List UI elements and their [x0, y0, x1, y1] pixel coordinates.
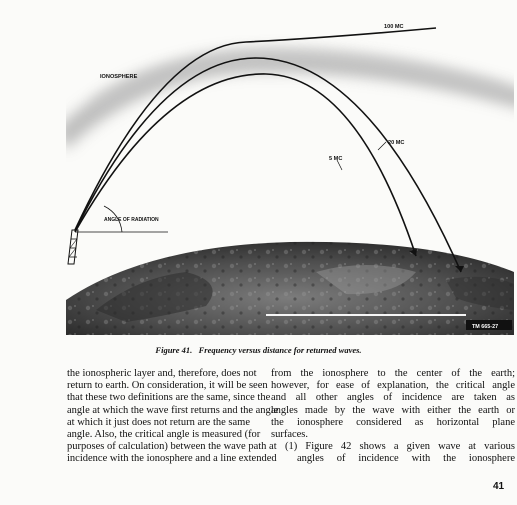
figure-caption-text: Frequency versus distance for returned waves. [198, 345, 362, 355]
label-20-mc: 20 MC [388, 140, 405, 146]
figure-caption [0, 345, 517, 355]
text-line: incidence with the ionosphere and a line extended [67, 453, 277, 465]
label-100-mc: 100 MC [384, 24, 404, 30]
text-line: angles made by the wave with either the earth or [271, 404, 515, 416]
text-line: (1) Figure 42 shows a given wave at various [285, 441, 515, 453]
body-column-left [67, 368, 279, 466]
ionosphere-label: IONOSPHERE [100, 74, 138, 80]
text-line: purposes of calculation) between the wave path at [67, 441, 277, 453]
page-number: 41 [493, 481, 505, 492]
angle-of-radiation-label: ANGLE OF RADIATION [104, 217, 159, 223]
text-line: and all other angles of incidence are taken as [271, 392, 515, 404]
text-line: the ionospheric layer and, therefore, does not [67, 368, 257, 379]
text-line: return to earth. On consideration, it will be seen [67, 380, 268, 392]
body-column-right [271, 368, 515, 466]
figure-illustration [66, 10, 514, 335]
text-line: angle. Also, the critical angle is measured (for [67, 429, 261, 441]
text-line: at which it just does not return are the same [67, 416, 250, 428]
text-line: from the ionosphere to the center of the earth; [271, 368, 515, 379]
text-line: surfaces. [271, 429, 309, 441]
text-line: the ionosphere considered as horizontal plane [271, 416, 515, 428]
figure-number: Figure 41. [155, 345, 193, 355]
text-line: angles of incidence with the ionosphere [297, 453, 515, 465]
text-line: however, for ease of explanation, the critical angle [271, 380, 515, 392]
figure-code-label: TM 665-27 [472, 324, 499, 330]
text-line: that these two definitions are the same, since the [67, 392, 271, 404]
text-line: angle at which the wave first returns and the angle [67, 404, 279, 416]
label-5-mc: 5 MC [329, 156, 343, 162]
